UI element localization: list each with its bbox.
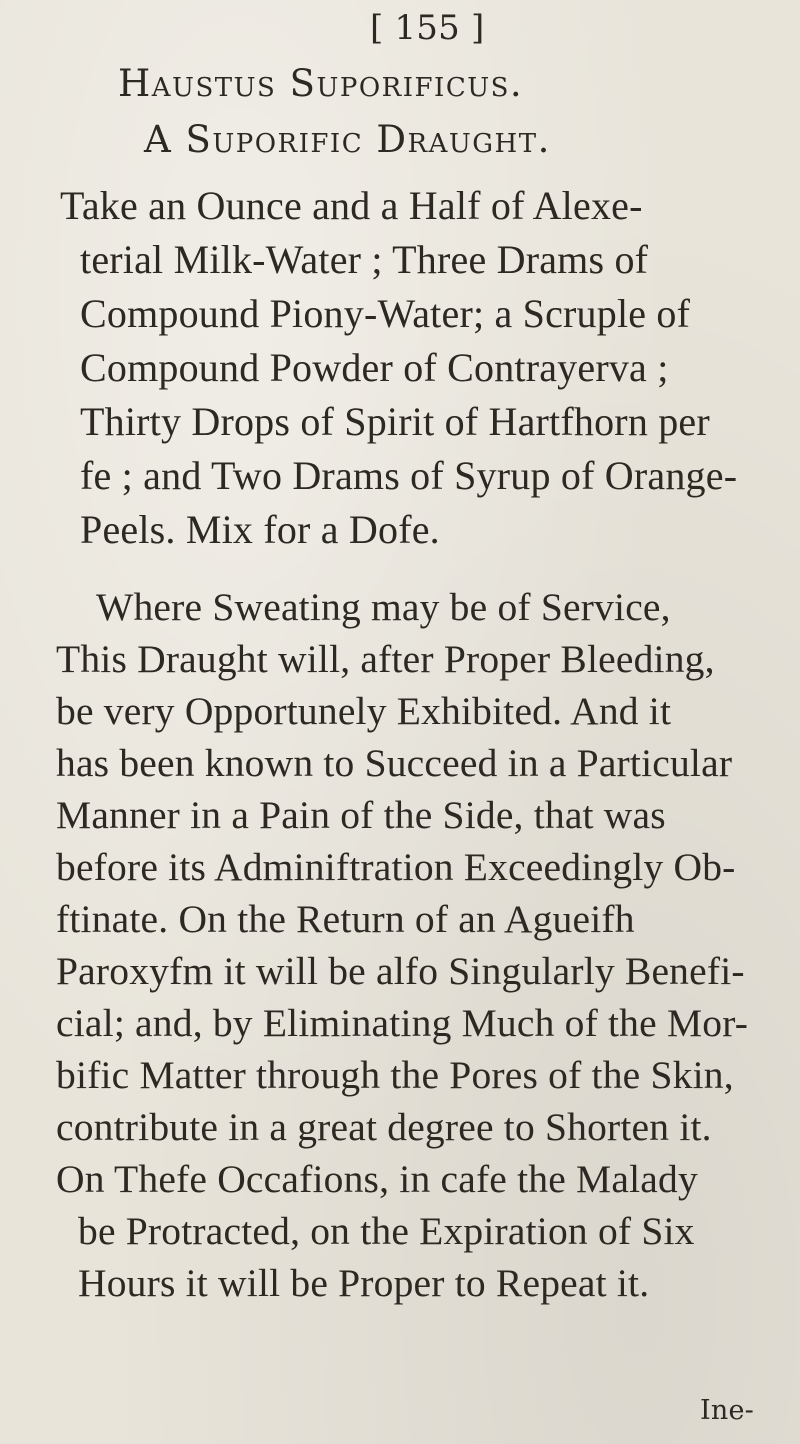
text-line: Where Sweating may be of Service, bbox=[96, 585, 671, 629]
text-line: fe ; and Two Drams of Syrup of Orange- bbox=[80, 453, 738, 498]
text-line: bific Matter through the Pores of the Skin, bbox=[56, 1053, 734, 1097]
text-line: Paroxyfm it will be alfo Singularly Benefi- bbox=[56, 949, 745, 993]
text-line: ftinate. On the Return of an Agueifh bbox=[56, 897, 635, 941]
text-line: Take an Ounce and a Half of Alexe- bbox=[60, 183, 643, 228]
text-line: On Thefe Occafions, in cafe the Malady bbox=[56, 1157, 698, 1201]
text-line: Thirty Drops of Spirit of Hartfhorn per bbox=[80, 399, 710, 444]
text-line: be Protracted, on the Expiration of Six bbox=[78, 1209, 695, 1253]
text-line: has been known to Succeed in a Particular bbox=[56, 741, 733, 785]
text-line: be very Opportunely Exhibited. And it bbox=[56, 689, 672, 733]
text-line: Compound Piony-Water; a Scruple of bbox=[80, 291, 691, 336]
text-line: terial Milk-Water ; Three Drams of bbox=[80, 237, 649, 282]
text-line: Compound Powder of Contrayerva ; bbox=[80, 345, 669, 390]
heading-latin: Haustus Suporificus. bbox=[118, 62, 524, 105]
catchword: Ine- bbox=[700, 1395, 754, 1426]
text-line: Peels. Mix for a Dofe. bbox=[80, 507, 440, 552]
text-line: This Draught will, after Proper Bleeding, bbox=[56, 637, 715, 681]
page-number: [ 155 ] bbox=[370, 8, 485, 48]
text-line: Hours it will be Proper to Repeat it. bbox=[78, 1261, 650, 1305]
text-line: before its Adminiftration Exceedingly Ob- bbox=[56, 845, 736, 889]
text-line: contribute in a great degree to Shorten it. bbox=[56, 1105, 712, 1149]
text-line: Manner in a Pain of the Side, that was bbox=[56, 793, 666, 837]
heading-english: A Suporific Draught. bbox=[144, 118, 551, 161]
text-line: cial; and, by Eliminating Much of the Mor- bbox=[56, 1001, 749, 1045]
